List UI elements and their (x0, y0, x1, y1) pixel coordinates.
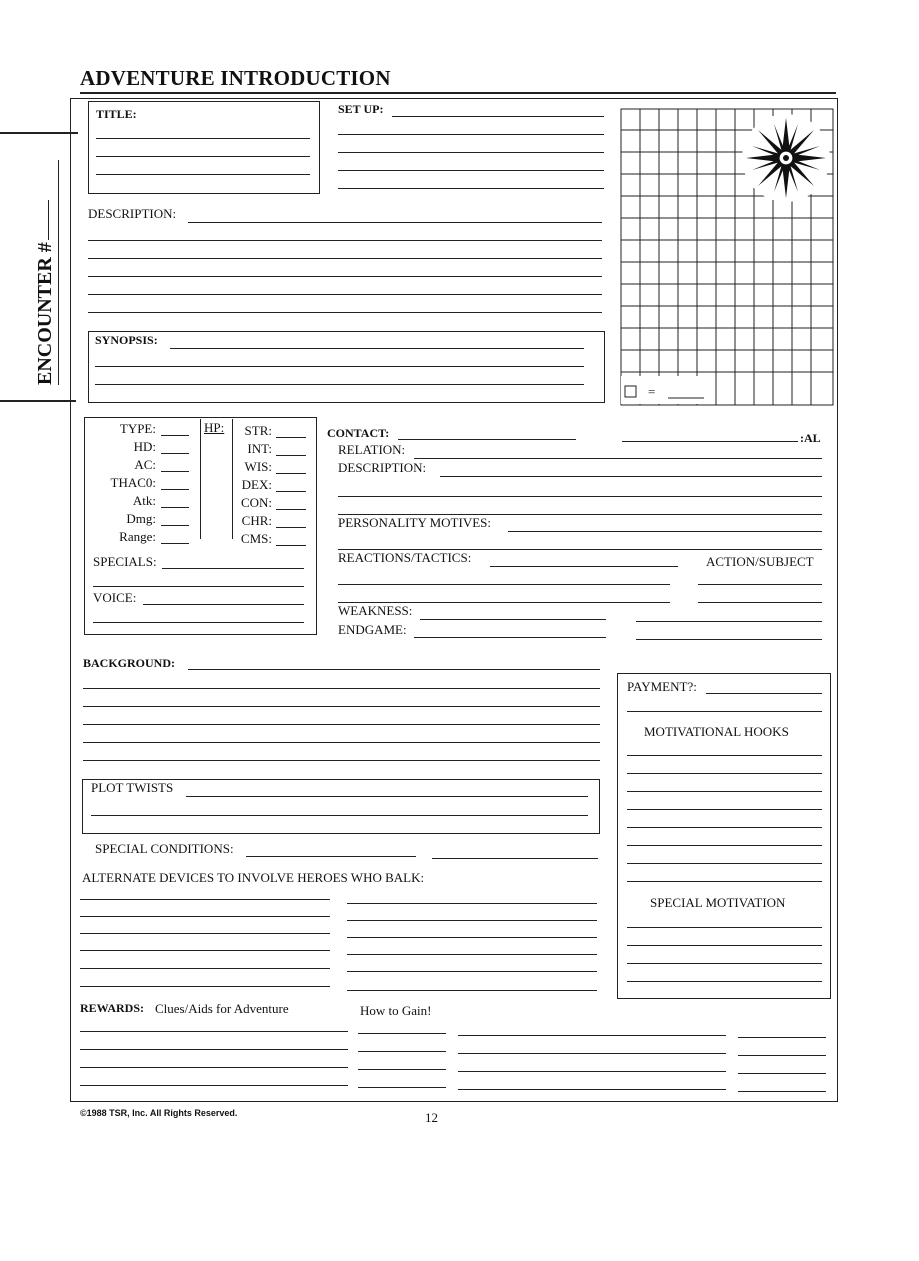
stat-dmg-field[interactable] (161, 525, 189, 526)
personality-label: PERSONALITY MOTIVES: (338, 515, 491, 530)
description-field-line[interactable] (88, 312, 602, 313)
alternate-field-line[interactable] (80, 899, 330, 900)
title-rule (80, 92, 836, 94)
special-conditions-label: SPECIAL CONDITIONS: (95, 841, 234, 856)
alignment-field[interactable] (622, 441, 798, 442)
stat-dex-label: DEX: (241, 477, 272, 492)
rewards-how-field[interactable] (738, 1091, 826, 1092)
endgame-field[interactable] (414, 637, 606, 638)
title-field-line[interactable] (96, 156, 310, 157)
stat-ac-field[interactable] (161, 471, 189, 472)
synopsis-field-line[interactable] (170, 348, 584, 349)
stat-hd-field[interactable] (161, 453, 189, 454)
stat-int-label: INT: (247, 441, 272, 456)
setup-label: SET UP: (338, 102, 384, 116)
weakness-label: WEAKNESS: (338, 603, 413, 618)
stat-dex-field[interactable] (276, 491, 306, 492)
stat-ac-label: AC: (134, 457, 156, 472)
alternate-field-line[interactable] (80, 968, 330, 969)
alternate-field-line[interactable] (347, 990, 597, 991)
title-field-line[interactable] (96, 174, 310, 175)
setup-field-line[interactable] (338, 134, 604, 135)
legend-equals: = (648, 384, 656, 399)
title-label: TITLE: (96, 107, 137, 121)
hp-label: HP: (204, 420, 225, 435)
rewards-label: REWARDS: (80, 1001, 145, 1015)
action-subject-label: ACTION/SUBJECT (706, 554, 814, 569)
stat-thac0-label: THAC0: (110, 475, 156, 490)
encounter-number-label: ENCOUNTER # (34, 242, 56, 385)
stat-chr-field[interactable] (276, 527, 306, 528)
stat-cms-field[interactable] (276, 545, 306, 546)
background-field-line[interactable] (83, 724, 600, 725)
special-motivation-field-line[interactable] (627, 927, 822, 928)
reactions-field[interactable] (338, 584, 670, 585)
rewards-how-field[interactable] (738, 1055, 826, 1056)
synopsis-field-line[interactable] (95, 366, 584, 367)
encounter-number-field[interactable] (48, 200, 49, 240)
hooks-field-line[interactable] (627, 773, 822, 774)
stat-thac0-field[interactable] (161, 489, 189, 490)
special-motivation-field-line[interactable] (627, 963, 822, 964)
specials-label: SPECIALS: (93, 554, 157, 569)
rewards-clue-field[interactable] (80, 1031, 348, 1032)
alternate-field-line[interactable] (80, 916, 330, 917)
alternate-devices-label: ALTERNATE DEVICES TO INVOLVE HEROES WHO BALK: (82, 870, 425, 885)
alternate-field-line[interactable] (347, 954, 597, 955)
hooks-field-line[interactable] (627, 863, 822, 864)
alternate-field-line[interactable] (347, 903, 597, 904)
weakness-field[interactable] (636, 621, 822, 622)
specials-field-line[interactable] (162, 568, 304, 569)
compass-rose-icon (742, 114, 830, 202)
voice-label: VOICE: (93, 590, 137, 605)
specials-field-line[interactable] (93, 586, 304, 587)
setup-field-line[interactable] (338, 188, 604, 189)
rewards-clue-field[interactable] (458, 1053, 726, 1054)
stat-hd-label: HD: (133, 439, 156, 454)
reactions-field[interactable] (490, 566, 678, 567)
payment-label: PAYMENT?: (627, 679, 697, 694)
plot-twists-label: PLOT TWISTS (91, 780, 174, 795)
background-field-line[interactable] (83, 688, 600, 689)
endgame-field[interactable] (636, 639, 822, 640)
description-field-line[interactable] (88, 276, 602, 277)
payment-field[interactable] (627, 711, 822, 712)
rewards-clue-field[interactable] (80, 1085, 348, 1086)
reactions-label: REACTIONS/TACTICS: (338, 550, 472, 565)
legend-square-icon (625, 386, 636, 397)
special-motivation-label: SPECIAL MOTIVATION (650, 895, 786, 910)
background-field-line[interactable] (83, 706, 600, 707)
voice-field-line[interactable] (93, 622, 304, 623)
rewards-clue-field[interactable] (458, 1035, 726, 1036)
rewards-how-field[interactable] (358, 1069, 446, 1070)
rewards-how-field[interactable] (738, 1073, 826, 1074)
setup-field-line[interactable] (338, 170, 604, 171)
alignment-label: :AL (800, 431, 821, 445)
copyright-notice: ©1988 TSR, Inc. All Rights Reserved. (80, 1108, 238, 1118)
description-field-line[interactable] (88, 294, 602, 295)
plot-twists-field-line[interactable] (91, 815, 588, 816)
rewards-clue-field[interactable] (458, 1089, 726, 1090)
alternate-field-line[interactable] (347, 937, 597, 938)
motivational-hooks-label: MOTIVATIONAL HOOKS (644, 724, 789, 739)
special-motivation-field-line[interactable] (627, 981, 822, 982)
description-field-line[interactable] (88, 240, 602, 241)
setup-field-line[interactable] (338, 152, 604, 153)
background-label: BACKGROUND: (83, 656, 175, 670)
action-subject-field[interactable] (698, 602, 822, 603)
stat-str-label: STR: (244, 423, 272, 438)
tab-rule-bottom (0, 400, 76, 402)
stat-atk-field[interactable] (161, 507, 189, 508)
special-conditions-field[interactable] (246, 856, 416, 857)
rewards-clue-field[interactable] (80, 1067, 348, 1068)
relation-label: RELATION: (338, 442, 406, 457)
hooks-field-line[interactable] (627, 755, 822, 756)
map-grid[interactable] (618, 106, 838, 408)
hp-column-left (200, 419, 201, 539)
rewards-how-label: How to Gain! (360, 1003, 432, 1018)
background-field-line[interactable] (83, 760, 600, 761)
rewards-clues-label: Clues/Aids for Adventure (155, 1001, 289, 1016)
hooks-field-line[interactable] (627, 809, 822, 810)
synopsis-field-line[interactable] (95, 384, 584, 385)
stat-cms-label: CMS: (240, 531, 272, 546)
payment-field[interactable] (706, 693, 822, 694)
rewards-how-field[interactable] (738, 1037, 826, 1038)
stat-range-field[interactable] (161, 543, 189, 544)
title-field-line[interactable] (96, 138, 310, 139)
tab-rule-vertical (58, 160, 59, 385)
stat-wis-field[interactable] (276, 473, 306, 474)
description-field-line[interactable] (88, 258, 602, 259)
hooks-field-line[interactable] (627, 845, 822, 846)
special-motivation-field-line[interactable] (627, 945, 822, 946)
rewards-clue-field[interactable] (458, 1071, 726, 1072)
personality-field[interactable] (508, 531, 822, 532)
voice-field-line[interactable] (143, 604, 304, 605)
action-subject-field[interactable] (698, 584, 822, 585)
stat-dmg-label: Dmg: (126, 511, 156, 526)
contact-description-label: DESCRIPTION: (338, 460, 427, 475)
relation-field[interactable] (414, 458, 822, 459)
endgame-label: ENDGAME: (338, 622, 407, 637)
contact-description-field[interactable] (440, 476, 822, 477)
hooks-field-line[interactable] (627, 827, 822, 828)
rewards-how-field[interactable] (358, 1033, 446, 1034)
contact-description-field[interactable] (338, 496, 822, 497)
stat-str-field[interactable] (276, 437, 306, 438)
stat-type-field[interactable] (161, 435, 189, 436)
special-conditions-field[interactable] (432, 858, 598, 859)
alternate-field-line[interactable] (80, 933, 330, 934)
rewards-clue-field[interactable] (80, 1049, 348, 1050)
stat-con-field[interactable] (276, 509, 306, 510)
weakness-field[interactable] (420, 619, 606, 620)
background-field-line[interactable] (83, 742, 600, 743)
hooks-field-line[interactable] (627, 791, 822, 792)
rewards-how-field[interactable] (358, 1051, 446, 1052)
stat-int-field[interactable] (276, 455, 306, 456)
hp-column-right (232, 419, 233, 539)
synopsis-box (88, 331, 605, 403)
page-title: ADVENTURE INTRODUCTION (80, 66, 391, 90)
background-field-line[interactable] (188, 669, 600, 670)
contact-field[interactable] (398, 439, 576, 440)
alternate-field-line[interactable] (80, 950, 330, 951)
payment-box (617, 673, 831, 999)
rewards-how-field[interactable] (358, 1087, 446, 1088)
description-label: DESCRIPTION: (88, 206, 177, 221)
contact-label: CONTACT: (327, 426, 390, 440)
stat-range-label: Range: (119, 529, 156, 544)
plot-twists-field-line[interactable] (186, 796, 588, 797)
stat-atk-label: Atk: (132, 493, 156, 508)
stat-type-label: TYPE: (119, 421, 156, 436)
page-number: 12 (425, 1110, 438, 1125)
tab-rule-top (0, 132, 78, 134)
alternate-field-line[interactable] (347, 920, 597, 921)
alternate-field-line[interactable] (80, 986, 330, 987)
stat-wis-label: WIS: (244, 459, 272, 474)
stat-con-label: CON: (240, 495, 272, 510)
description-field-line[interactable] (188, 222, 602, 223)
hooks-field-line[interactable] (627, 881, 822, 882)
synopsis-label: SYNOPSIS: (95, 333, 158, 347)
setup-field-line[interactable] (392, 116, 604, 117)
alternate-field-line[interactable] (347, 971, 597, 972)
stat-chr-label: CHR: (241, 513, 272, 528)
